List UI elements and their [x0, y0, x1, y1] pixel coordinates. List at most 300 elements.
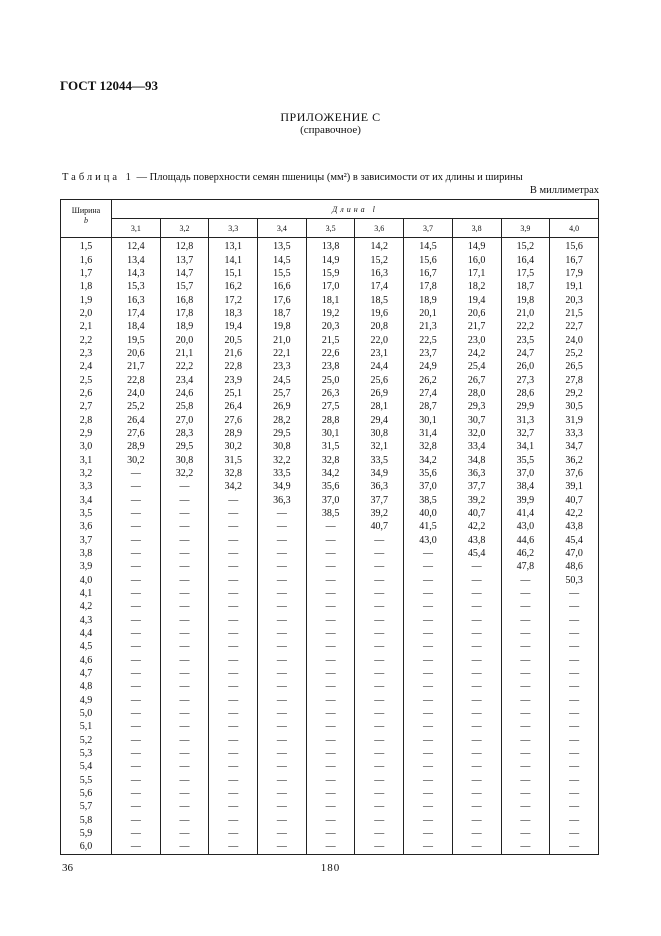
table-row: [61, 747, 599, 760]
area-value-cell: —: [160, 640, 209, 653]
area-value-cell: 40,0: [404, 507, 453, 520]
area-value-cell: 27,6: [209, 414, 258, 427]
table-units: В миллиметрах: [529, 185, 599, 196]
area-value-cell: —: [112, 680, 161, 693]
area-value-cell: —: [355, 814, 404, 827]
area-value-cell: —: [112, 734, 161, 747]
table-row: [61, 547, 599, 560]
width-value-cell: 5,5: [61, 774, 112, 787]
area-value-cell: 15,3: [112, 280, 161, 293]
area-value-cell: —: [404, 680, 453, 693]
area-value-cell: —: [501, 800, 550, 813]
area-value-cell: —: [258, 520, 307, 533]
area-value-cell: 31,3: [501, 414, 550, 427]
area-value-cell: —: [160, 587, 209, 600]
area-value-cell: —: [404, 694, 453, 707]
width-value-cell: 4,9: [61, 694, 112, 707]
area-value-cell: 17,8: [404, 280, 453, 293]
width-value-cell: 4,7: [61, 667, 112, 680]
area-value-cell: 43,0: [501, 520, 550, 533]
area-value-cell: 17,1: [452, 267, 501, 280]
area-value-cell: 37,6: [550, 467, 599, 480]
area-value-cell: —: [112, 814, 161, 827]
area-value-cell: 21,5: [550, 307, 599, 320]
table-row: [61, 787, 599, 800]
width-value-cell: 5,6: [61, 787, 112, 800]
area-value-cell: —: [501, 667, 550, 680]
area-value-cell: 34,2: [209, 480, 258, 493]
table-caption: [62, 172, 523, 183]
table-row: [61, 654, 599, 667]
area-value-cell: —: [160, 694, 209, 707]
area-value-cell: —: [209, 654, 258, 667]
area-value-cell: 23,1: [355, 347, 404, 360]
area-value-cell: —: [160, 760, 209, 773]
area-value-cell: 37,0: [404, 480, 453, 493]
area-value-cell: —: [550, 614, 599, 627]
area-value-cell: —: [404, 800, 453, 813]
width-value-cell: 1,5: [61, 238, 112, 254]
area-value-cell: —: [258, 680, 307, 693]
area-value-cell: 28,8: [306, 414, 355, 427]
area-value-cell: —: [160, 507, 209, 520]
width-value-cell: 2,2: [61, 334, 112, 347]
area-value-cell: 25,4: [452, 360, 501, 373]
area-value-cell: 26,9: [355, 387, 404, 400]
area-value-cell: 29,9: [501, 400, 550, 413]
area-value-cell: 24,2: [452, 347, 501, 360]
table-row: [61, 347, 599, 360]
area-value-cell: 17,2: [209, 294, 258, 307]
area-value-cell: 14,2: [355, 238, 404, 254]
area-value-cell: 25,1: [209, 387, 258, 400]
area-value-cell: —: [452, 654, 501, 667]
appendix-subtitle: (справочное): [300, 124, 361, 136]
area-value-cell: 30,5: [550, 400, 599, 413]
area-value-cell: 31,5: [209, 454, 258, 467]
surface-area-table: [60, 199, 599, 855]
area-value-cell: 37,7: [452, 480, 501, 493]
width-value-cell: 2,1: [61, 320, 112, 333]
area-value-cell: —: [160, 720, 209, 733]
length-column-header: 3,5: [306, 219, 355, 238]
area-value-cell: —: [306, 547, 355, 560]
area-value-cell: —: [160, 574, 209, 587]
area-value-cell: 20,3: [550, 294, 599, 307]
area-value-cell: 25,8: [160, 400, 209, 413]
area-value-cell: —: [258, 800, 307, 813]
area-value-cell: 14,3: [112, 267, 161, 280]
area-value-cell: 19,2: [306, 307, 355, 320]
area-value-cell: —: [404, 560, 453, 573]
area-value-cell: 47,0: [550, 547, 599, 560]
page-number: 36: [62, 862, 73, 874]
width-value-cell: 3,2: [61, 467, 112, 480]
width-value-cell: 3,3: [61, 480, 112, 493]
area-value-cell: —: [501, 760, 550, 773]
area-value-cell: —: [160, 814, 209, 827]
area-value-cell: 35,6: [404, 467, 453, 480]
area-value-cell: —: [550, 707, 599, 720]
area-value-cell: 18,7: [501, 280, 550, 293]
area-value-cell: —: [160, 680, 209, 693]
area-value-cell: 35,5: [501, 454, 550, 467]
area-value-cell: —: [209, 587, 258, 600]
area-value-cell: —: [112, 494, 161, 507]
area-value-cell: 13,8: [306, 238, 355, 254]
area-value-cell: —: [550, 587, 599, 600]
area-value-cell: —: [355, 760, 404, 773]
area-value-cell: —: [258, 760, 307, 773]
table-row: [61, 840, 599, 854]
area-value-cell: —: [452, 587, 501, 600]
area-value-cell: 33,5: [258, 467, 307, 480]
area-value-cell: —: [209, 774, 258, 787]
area-value-cell: —: [209, 840, 258, 854]
area-value-cell: 22,7: [550, 320, 599, 333]
area-value-cell: —: [209, 760, 258, 773]
area-value-cell: 18,9: [404, 294, 453, 307]
area-value-cell: 16,0: [452, 254, 501, 267]
table-row: [61, 238, 599, 254]
area-value-cell: —: [306, 654, 355, 667]
area-value-cell: 24,6: [160, 387, 209, 400]
area-value-cell: —: [112, 720, 161, 733]
area-value-cell: 29,3: [452, 400, 501, 413]
area-value-cell: 37,0: [501, 467, 550, 480]
area-value-cell: 27,0: [160, 414, 209, 427]
area-value-cell: 20,1: [404, 307, 453, 320]
area-value-cell: —: [258, 587, 307, 600]
table-row: [61, 720, 599, 733]
area-value-cell: 26,7: [452, 374, 501, 387]
area-value-cell: —: [452, 814, 501, 827]
area-value-cell: 22,0: [355, 334, 404, 347]
area-value-cell: 30,8: [355, 427, 404, 440]
area-value-cell: —: [160, 560, 209, 573]
area-value-cell: —: [501, 747, 550, 760]
area-value-cell: —: [209, 574, 258, 587]
area-value-cell: —: [209, 494, 258, 507]
area-value-cell: —: [355, 574, 404, 587]
length-column-header: 3,7: [404, 219, 453, 238]
area-value-cell: —: [112, 587, 161, 600]
area-value-cell: 37,7: [355, 494, 404, 507]
area-value-cell: —: [306, 747, 355, 760]
area-value-cell: 22,1: [258, 347, 307, 360]
area-value-cell: —: [112, 787, 161, 800]
area-value-cell: —: [355, 587, 404, 600]
area-value-cell: —: [112, 694, 161, 707]
width-value-cell: 5,1: [61, 720, 112, 733]
area-value-cell: —: [404, 707, 453, 720]
area-value-cell: —: [209, 507, 258, 520]
area-value-cell: 32,2: [258, 454, 307, 467]
table-row: [61, 280, 599, 293]
area-value-cell: —: [160, 734, 209, 747]
table-row: [61, 587, 599, 600]
area-value-cell: 38,5: [404, 494, 453, 507]
area-value-cell: —: [501, 787, 550, 800]
area-value-cell: 29,5: [258, 427, 307, 440]
area-value-cell: —: [355, 747, 404, 760]
area-value-cell: 21,5: [306, 334, 355, 347]
area-value-cell: 42,2: [550, 507, 599, 520]
area-value-cell: —: [501, 774, 550, 787]
area-value-cell: —: [160, 480, 209, 493]
area-value-cell: 16,6: [258, 280, 307, 293]
table-row: [61, 267, 599, 280]
area-value-cell: —: [209, 707, 258, 720]
area-value-cell: 24,7: [501, 347, 550, 360]
area-value-cell: 13,1: [209, 238, 258, 254]
area-value-cell: 36,3: [258, 494, 307, 507]
area-value-cell: 16,7: [404, 267, 453, 280]
length-column-header: 4,0: [550, 219, 599, 238]
area-value-cell: —: [452, 734, 501, 747]
area-value-cell: —: [404, 587, 453, 600]
area-value-cell: —: [355, 627, 404, 640]
area-value-cell: 14,5: [404, 238, 453, 254]
area-value-cell: —: [209, 614, 258, 627]
area-value-cell: 18,2: [452, 280, 501, 293]
area-value-cell: —: [355, 614, 404, 627]
width-value-cell: 3,5: [61, 507, 112, 520]
width-value-cell: 2,5: [61, 374, 112, 387]
area-value-cell: 22,6: [306, 347, 355, 360]
area-value-cell: —: [501, 840, 550, 854]
area-value-cell: 30,7: [452, 414, 501, 427]
area-value-cell: —: [209, 667, 258, 680]
area-value-cell: 37,0: [306, 494, 355, 507]
area-value-cell: 14,5: [258, 254, 307, 267]
area-value-cell: 26,2: [404, 374, 453, 387]
area-value-cell: 31,9: [550, 414, 599, 427]
area-value-cell: —: [112, 547, 161, 560]
area-value-cell: 25,0: [306, 374, 355, 387]
area-value-cell: —: [160, 600, 209, 613]
width-value-cell: 3,7: [61, 534, 112, 547]
area-value-cell: 34,2: [306, 467, 355, 480]
area-value-cell: —: [355, 720, 404, 733]
area-value-cell: 32,0: [452, 427, 501, 440]
area-value-cell: 15,2: [355, 254, 404, 267]
area-value-cell: 14,1: [209, 254, 258, 267]
area-value-cell: —: [258, 560, 307, 573]
area-value-cell: 17,4: [112, 307, 161, 320]
area-value-cell: 28,9: [209, 427, 258, 440]
area-value-cell: 19,4: [452, 294, 501, 307]
area-value-cell: 31,5: [306, 440, 355, 453]
area-value-cell: 25,2: [550, 347, 599, 360]
area-value-cell: —: [306, 734, 355, 747]
area-value-cell: 22,8: [112, 374, 161, 387]
area-value-cell: 29,5: [160, 440, 209, 453]
area-value-cell: 27,3: [501, 374, 550, 387]
table-row: [61, 627, 599, 640]
area-value-cell: —: [404, 574, 453, 587]
area-value-cell: 28,9: [112, 440, 161, 453]
area-value-cell: 16,7: [550, 254, 599, 267]
width-value-cell: 5,8: [61, 814, 112, 827]
table-row: [61, 760, 599, 773]
table-row: [61, 400, 599, 413]
area-value-cell: 23,4: [160, 374, 209, 387]
area-value-cell: 33,5: [355, 454, 404, 467]
area-value-cell: —: [258, 667, 307, 680]
area-value-cell: —: [209, 534, 258, 547]
area-value-cell: —: [550, 760, 599, 773]
width-value-cell: 1,7: [61, 267, 112, 280]
area-value-cell: —: [306, 574, 355, 587]
length-column-header: 3,3: [209, 219, 258, 238]
width-value-cell: 3,1: [61, 454, 112, 467]
width-value-cell: 3,8: [61, 547, 112, 560]
width-value-cell: 2,3: [61, 347, 112, 360]
width-value-cell: 4,5: [61, 640, 112, 653]
width-value-cell: 4,8: [61, 680, 112, 693]
area-value-cell: —: [112, 534, 161, 547]
area-value-cell: 33,3: [550, 427, 599, 440]
table-caption-text: — Площадь поверхности семян пшеницы (мм²) в зависимости от их длины и ширины: [133, 172, 523, 183]
area-value-cell: 26,5: [550, 360, 599, 373]
area-value-cell: —: [258, 734, 307, 747]
area-value-cell: —: [452, 560, 501, 573]
area-value-cell: —: [355, 640, 404, 653]
area-value-cell: —: [355, 787, 404, 800]
area-value-cell: —: [550, 627, 599, 640]
area-value-cell: —: [306, 720, 355, 733]
area-value-cell: —: [404, 840, 453, 854]
area-value-cell: —: [452, 720, 501, 733]
area-value-cell: 22,8: [209, 360, 258, 373]
area-value-cell: —: [112, 840, 161, 854]
area-value-cell: 17,5: [501, 267, 550, 280]
area-value-cell: —: [452, 600, 501, 613]
area-value-cell: —: [501, 654, 550, 667]
area-value-cell: —: [160, 667, 209, 680]
area-value-cell: 32,8: [306, 454, 355, 467]
area-value-cell: —: [501, 640, 550, 653]
area-value-cell: 32,2: [160, 467, 209, 480]
area-value-cell: —: [306, 560, 355, 573]
area-value-cell: 34,8: [452, 454, 501, 467]
area-value-cell: —: [160, 627, 209, 640]
table-row: [61, 774, 599, 787]
width-value-cell: 4,3: [61, 614, 112, 627]
area-value-cell: 44,6: [501, 534, 550, 547]
area-value-cell: 15,7: [160, 280, 209, 293]
area-value-cell: 25,7: [258, 387, 307, 400]
area-value-cell: —: [550, 840, 599, 854]
area-value-cell: —: [306, 600, 355, 613]
table-row: [61, 480, 599, 493]
area-value-cell: 28,3: [160, 427, 209, 440]
area-value-cell: —: [306, 827, 355, 840]
area-value-cell: —: [112, 640, 161, 653]
width-symbol: b: [84, 216, 88, 225]
area-value-cell: —: [452, 787, 501, 800]
table-row: [61, 440, 599, 453]
area-value-cell: —: [306, 667, 355, 680]
area-value-cell: —: [355, 680, 404, 693]
area-value-cell: 24,0: [112, 387, 161, 400]
area-value-cell: —: [550, 680, 599, 693]
area-value-cell: 23,8: [306, 360, 355, 373]
area-value-cell: 32,7: [501, 427, 550, 440]
area-value-cell: —: [355, 560, 404, 573]
table-row: [61, 560, 599, 573]
area-value-cell: —: [258, 574, 307, 587]
area-value-cell: —: [501, 827, 550, 840]
area-value-cell: 21,7: [112, 360, 161, 373]
table-row: [61, 387, 599, 400]
area-value-cell: 20,6: [112, 347, 161, 360]
area-value-cell: —: [160, 494, 209, 507]
area-value-cell: —: [160, 654, 209, 667]
area-value-cell: 30,2: [112, 454, 161, 467]
table-row: [61, 360, 599, 373]
width-value-cell: 5,4: [61, 760, 112, 773]
area-value-cell: 17,9: [550, 267, 599, 280]
area-value-cell: 30,1: [306, 427, 355, 440]
area-value-cell: —: [112, 774, 161, 787]
area-value-cell: —: [160, 800, 209, 813]
table-row: [61, 467, 599, 480]
area-value-cell: 35,6: [306, 480, 355, 493]
area-value-cell: 32,1: [355, 440, 404, 453]
area-value-cell: 14,9: [452, 238, 501, 254]
area-value-cell: 40,7: [452, 507, 501, 520]
area-value-cell: 28,7: [404, 400, 453, 413]
area-value-cell: 15,2: [501, 238, 550, 254]
area-value-cell: 36,3: [452, 467, 501, 480]
table-row: [61, 534, 599, 547]
area-value-cell: —: [112, 467, 161, 480]
area-value-cell: 26,0: [501, 360, 550, 373]
area-value-cell: 45,4: [550, 534, 599, 547]
area-value-cell: 17,4: [355, 280, 404, 293]
area-value-cell: —: [404, 547, 453, 560]
table-row: [61, 680, 599, 693]
table-row: [61, 494, 599, 507]
area-value-cell: 27,5: [306, 400, 355, 413]
area-value-cell: —: [550, 814, 599, 827]
area-value-cell: —: [258, 600, 307, 613]
area-value-cell: —: [452, 694, 501, 707]
area-value-cell: 27,8: [550, 374, 599, 387]
width-header-cell: [61, 200, 112, 238]
area-value-cell: —: [112, 627, 161, 640]
area-value-cell: 18,7: [258, 307, 307, 320]
area-value-cell: —: [306, 614, 355, 627]
sheet-number: 180: [320, 862, 341, 874]
area-value-cell: 16,3: [112, 294, 161, 307]
area-value-cell: 30,2: [209, 440, 258, 453]
area-value-cell: 19,5: [112, 334, 161, 347]
area-value-cell: —: [209, 720, 258, 733]
area-value-cell: 23,7: [404, 347, 453, 360]
area-value-cell: —: [355, 667, 404, 680]
table-row: [61, 454, 599, 467]
area-value-cell: —: [501, 574, 550, 587]
area-value-cell: —: [160, 787, 209, 800]
area-value-cell: —: [404, 640, 453, 653]
area-value-cell: —: [258, 774, 307, 787]
area-value-cell: 43,8: [550, 520, 599, 533]
area-value-cell: —: [404, 787, 453, 800]
area-value-cell: 23,9: [209, 374, 258, 387]
